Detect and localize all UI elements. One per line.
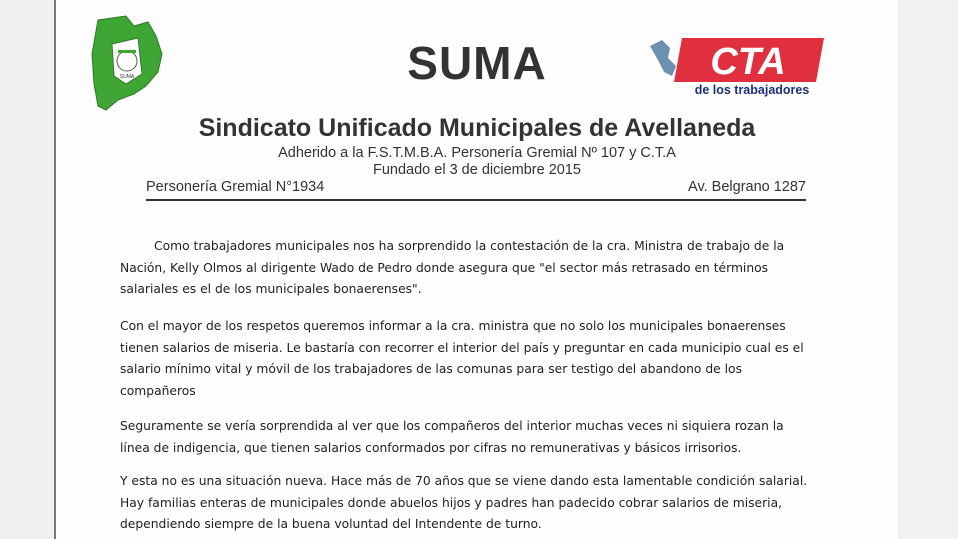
document-page <box>56 0 898 539</box>
affiliation-line: Adherido a la F.S.T.M.B.A. Personería Gremial Nº 107 y C.T.A <box>278 145 676 161</box>
paragraph: Como trabajadores municipales nos ha sorprendido la contestación de la cra. Ministra de trabajo de la Nación, Kelly Olmos al dirigente Wado de Pedro donde asegura que "el sector más retrasado en términos salariales es el de los municipales bonaerenses". <box>120 239 785 296</box>
svg-text:SUMA: SUMA <box>119 74 135 80</box>
svg-text:de los trabajadores: de los trabajadores <box>694 83 810 97</box>
svg-text:CTA: CTA <box>710 41 786 83</box>
paragraph: Con el mayor de los respetos queremos informar a la cra. ministra que no solo los municipales bonaerenses tienen salarios de miseria. Le bastaría con recorrer el interior del país y preguntar en cada municipio cual es el salario mínimo vital y móvil de los trabajadores de las comunas para ser testigo del abandono de los compañeros <box>120 319 804 398</box>
page-title: SUMA <box>407 37 547 89</box>
left-margin <box>0 0 56 539</box>
organization-name: Sindicato Unificado Municipales de Avellaneda <box>198 114 756 142</box>
founded-line: Fundado el 3 de diciembre 2015 <box>373 162 581 178</box>
address: Av. Belgrano 1287 <box>688 179 806 195</box>
registration-number: Personería Gremial N°1934 <box>146 179 325 195</box>
cta-logo-icon <box>648 36 830 100</box>
paragraph: Y esta no es una situación nueva. Hace más de 70 años que se viene dando esta lamentable condición salarial. Hay familias enteras de municipales donde abuelos hijos y padres han padecido cobrar salarios de miseria, dependiendo siempre de la buena voluntad del Intendente de turno. <box>120 474 808 531</box>
paragraph: Seguramente se vería sorprendida al ver que los compañeros del interior muchas veces ni siquiera rozan la línea de indigencia, que tienen salarios conformados por cifras no remunerativas y básicos irrisorios. <box>120 419 784 455</box>
right-margin <box>898 0 958 539</box>
info-row <box>146 179 806 201</box>
